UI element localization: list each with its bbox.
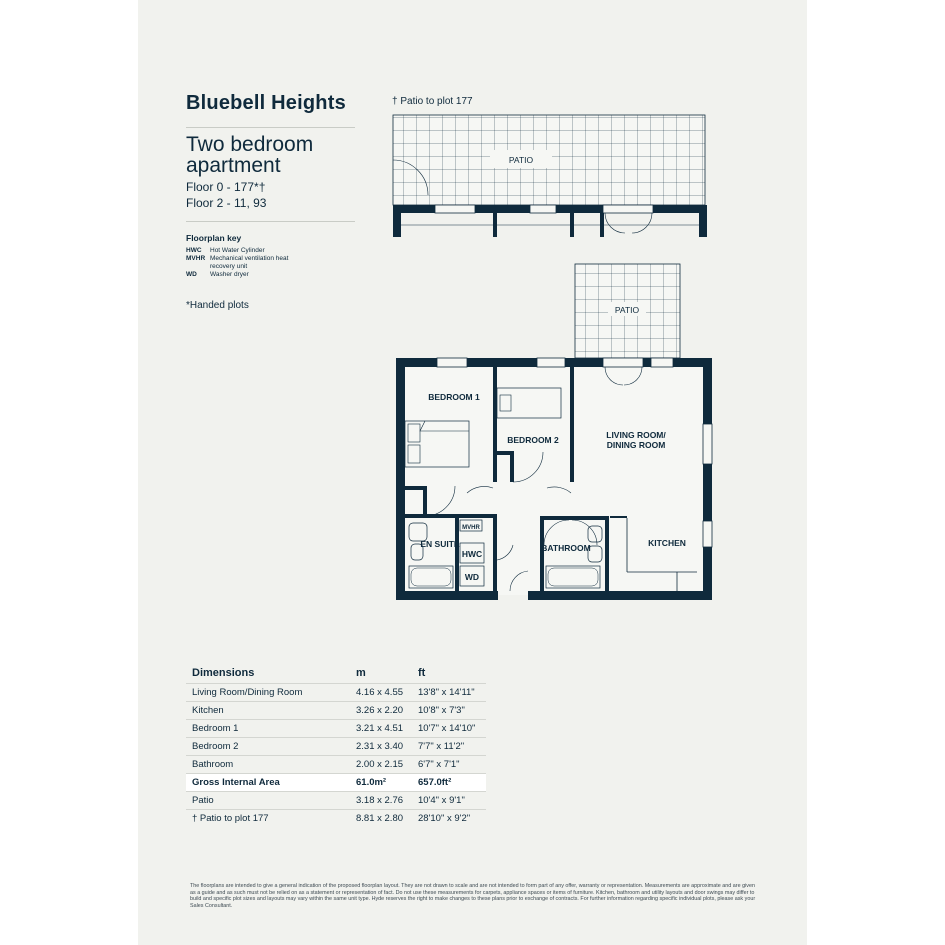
patio-label: PATIO bbox=[614, 305, 640, 315]
bedroom-1-label: BEDROOM 1 bbox=[428, 392, 480, 402]
patio-to-plot-note: † Patio to plot 177 bbox=[392, 96, 473, 107]
room-name: Living Room/Dining Room bbox=[186, 684, 350, 702]
bedroom-2-label: BEDROOM 2 bbox=[507, 435, 559, 445]
apartment-type: Two bedroom apartment bbox=[186, 133, 314, 177]
column-header-dimensions: Dimensions bbox=[192, 667, 255, 679]
room-name: Gross Internal Area bbox=[186, 774, 350, 792]
feet-value: 657.0ft² bbox=[412, 774, 486, 792]
room-name: Bathroom bbox=[186, 756, 350, 774]
floor-plots-line-1: Floor 0 - 177*† bbox=[186, 180, 266, 194]
room-name: Bedroom 1 bbox=[186, 720, 350, 738]
key-desc: Washer dryer bbox=[210, 271, 249, 278]
feet-value: 6'7" x 7'1" bbox=[412, 756, 486, 774]
development-name: Bluebell Heights bbox=[186, 92, 346, 114]
key-abbr: HWC bbox=[186, 247, 202, 254]
disclaimer-text: The floorplans are intended to give a general indication of the proposed floorplan layout. They are not drawn to scale and are not intended to form part of any offer, warranty or representation. Measurements are approximate and are given as a guide and as such must not be relied on as a statement or representation of fact. Do not use these measurements for carpets, appliance spaces or items of furniture. Kitchen, bathroom and utility layouts and door swings may differ to build and specific plot sizes and layouts may vary within the same unit type. Hyde reserves the right to make changes to these plans prior to exchange of contracts. For further information regarding specific individual plots, please ask your Sales Consultant. bbox=[190, 883, 756, 909]
table-row bbox=[186, 810, 486, 828]
table-row bbox=[186, 702, 486, 720]
feet-value: 10'4" x 9'1" bbox=[412, 792, 486, 810]
bathroom-label: BATHROOM bbox=[541, 543, 591, 553]
apartment-plan bbox=[396, 358, 712, 600]
table-row bbox=[186, 738, 486, 756]
column-header-m: m bbox=[356, 667, 366, 679]
feet-value: 10'7" x 14'10" bbox=[412, 720, 486, 738]
key-abbr: MVHR bbox=[186, 255, 206, 262]
feet-value: 7'7" x 11'2" bbox=[412, 738, 486, 756]
floorplan-key-title: Floorplan key bbox=[186, 233, 242, 243]
key-desc: Mechanical ventilation heat recovery unit bbox=[210, 255, 289, 270]
top-patio-plan bbox=[393, 115, 707, 237]
dining-room-label: DINING ROOM bbox=[606, 440, 666, 450]
table-row bbox=[186, 684, 486, 702]
room-name: Kitchen bbox=[186, 702, 350, 720]
table-row bbox=[186, 792, 486, 810]
table-row bbox=[186, 756, 486, 774]
ensuite-label: EN SUITE bbox=[420, 539, 460, 549]
feet-value: 10'8" x 7'3" bbox=[412, 702, 486, 720]
dimensions-header-row bbox=[186, 664, 486, 684]
handed-plots-note: *Handed plots bbox=[186, 300, 249, 311]
metres-value: 3.18 x 2.76 bbox=[350, 792, 412, 810]
feet-value: 28'10" x 9'2" bbox=[412, 810, 486, 828]
living-room-label: LIVING ROOM/ bbox=[606, 430, 666, 440]
table-row bbox=[186, 720, 486, 738]
room-name: † Patio to plot 177 bbox=[186, 810, 350, 828]
gross-internal-area-row bbox=[186, 774, 486, 792]
mvhr-label: MVHR bbox=[462, 525, 480, 531]
patio-plan bbox=[575, 264, 680, 358]
floor-plots-line-2: Floor 2 - 11, 93 bbox=[186, 196, 267, 210]
dimensions-table bbox=[186, 664, 486, 827]
room-name: Patio bbox=[186, 792, 350, 810]
key-abbr: WD bbox=[186, 271, 197, 278]
kitchen-label: KITCHEN bbox=[648, 538, 686, 548]
room-name: Bedroom 2 bbox=[186, 738, 350, 756]
metres-value: 3.26 x 2.20 bbox=[350, 702, 412, 720]
metres-value: 3.21 x 4.51 bbox=[350, 720, 412, 738]
metres-value: 2.31 x 3.40 bbox=[350, 738, 412, 756]
hwc-label: HWC bbox=[461, 549, 483, 559]
metres-value: 4.16 x 4.55 bbox=[350, 684, 412, 702]
metres-value: 61.0m² bbox=[350, 774, 412, 792]
metres-value: 2.00 x 2.15 bbox=[350, 756, 412, 774]
metres-value: 8.81 x 2.80 bbox=[350, 810, 412, 828]
feet-value: 13'8" x 14'11" bbox=[412, 684, 486, 702]
key-desc: Hot Water Cylinder bbox=[210, 247, 265, 254]
top-patio-label: PATIO bbox=[508, 155, 534, 165]
wd-label: WD bbox=[464, 572, 480, 582]
column-header-ft: ft bbox=[418, 667, 426, 679]
